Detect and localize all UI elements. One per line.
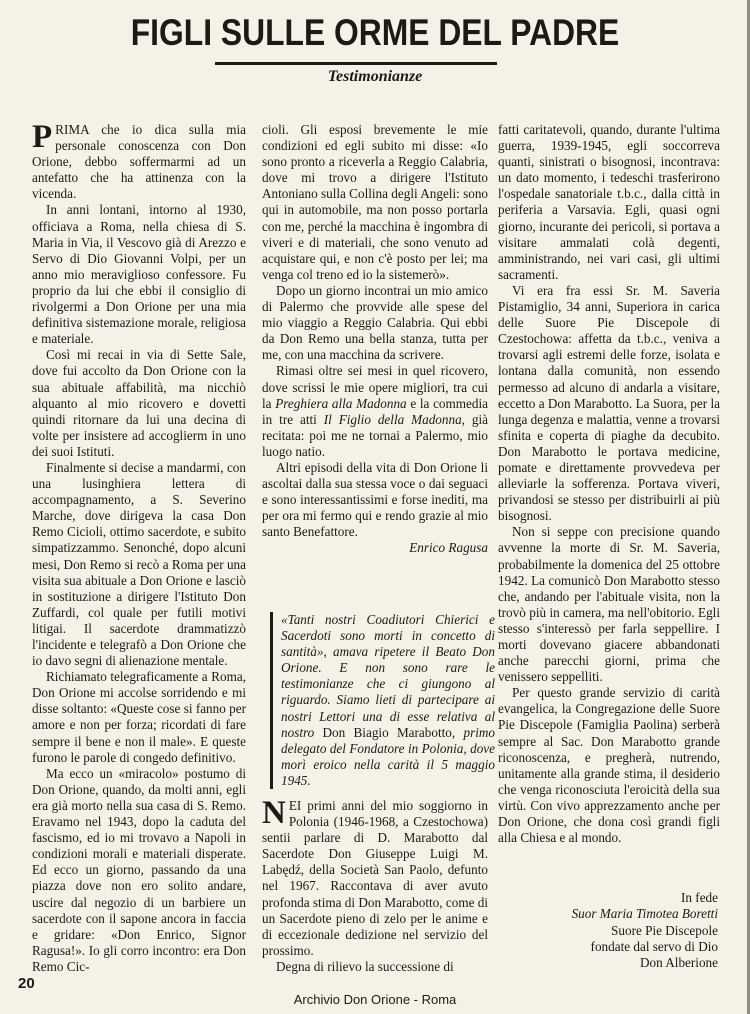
paragraph: Ma ecco un «miracolo» postumo di Don Orione, quando, da molti anni, egli era già morto nella sua casa di S. Remo. Eravamo nel 1943, dopo la caduta del fascismo, ed io mi trovavo a Napoli in condizioni morali e materiali disperate. Ed ecco un giorno, passando da una piazza dove non ero solito andare, uscire dal negozio di un barbiere un sacerdote con il sapone ancora in faccia e gridare: «Don Enrico, Signor Ragusa!». Io gli corro incontro: era Don Remo Cic- [32,765,246,974]
column-2 [262,122,488,557]
column-2-second-article [262,795,488,975]
page-number: 20 [18,975,35,992]
paragraph: Finalmente si decise a mandarmi, con una lusinghiera lettera di accompagnamento, a S. Severino Marche, dove dirigeva la casa Don Remo Cicioli, ottimo sacerdote, e subito simpatizzammo. Senonché, dopo alcuni mesi, Don Remo si recò a Roma per una visita sua abituale a Don Orione e lasciò in sostituzione a dirigere l'Istituto Don Zuffardi, col quale per futili motivi litigai. Il sacerdote drammatizzò l'incidente e telegrafò a Don Orione che io davo segni di alienazione mentale. [32,459,246,669]
archive-footer: Archivio Don Orione - Roma [293,992,457,1007]
paragraph: Così mi recai in via di Sette Sale, dove fui accolto da Don Orione con la sua abituale affabilità, ma nicchiò alquanto al mio ricovero e dovetti quindi ritornare da lui una decina di volte per insistere ad accoglierm in uno dei suoi Istituti. [32,347,246,459]
text-run: Rimasi oltre sei mesi in quel ricovero, dove scrissi le mie opere migliori, tra cui la [262,363,488,411]
drop-cap: P [32,119,53,155]
article-title: FIGLI SULLE ORME DEL PADRE [130,12,620,53]
closing-line: Suore Pie Discepole [611,922,718,938]
paragraph-text: RIMA che io dica sulla mia personale conoscenza con Don Orione, debbo soffermarmi ad un antefatto che ha attinenza con la vicenda. [32,122,246,202]
work-title: Preghiera alla Madonna [275,395,407,411]
paragraph: Vi era fra essi Sr. M. Saveria Pistamiglio, 34 anni, Superiora in carica delle Suore Pie Discepole di Czestochowa: affetta da t.b.c., veniva a trovarsi agli estremi delle forze, isolata e lontana dalla comunità, non essendo permesso ad alcuno di andarla a visitare, eccetto a Don Marabotto. La Suora, per la lunga degenza e malattia, venne a trovarsi sfinita e coperta di piaghe da decubito. Don Marabotto le portava medicine, pomate e direttamente provvedeva per alleviarle la sofferenza. Portava viveri, privandosi se stesso per distribuirli ai più bisognosi. [498,282,720,524]
column-1 [32,119,246,975]
work-title: Il Figlio della Madonna [323,411,462,427]
paragraph [32,119,246,202]
paragraph: cioli. Gli esposi brevemente le mie condizioni ed egli subito mi disse: «Io sono pronto a riceverla a Reggio Calabria, dove mi trovo a dirigere l'Istituto Antoniano sulla Collina degli Angeli: sono qui in automobile, ma non posso portarla con me, perché la macchina è ingombra di viveri e di materiali, che sono venuto ad acquistare qui, e non c'è posto per lei; ma venga col treno ed io la sistemerò». [262,122,489,282]
paragraph: Dopo un giorno incontrai un mio amico di Palermo che provvide alle spese del mio viaggio a Reggio Calabria. Qui ebbi da Don Remo una bella stanza, tutta per me, con una macchina da scrivere. [262,282,488,363]
editorial-quote-box [270,612,495,789]
quote-text: , primo delegato del Fondatore in Polonia, dove morì eroico nella carità il 5 maggio 1945. [281,724,495,788]
text-run: , già recitata: poi me ne tornai a Palermo, mio luogo natio. [262,411,488,459]
paragraph: fatti caritatevoli, quando, durante l'ultima guerra, 1939-1945, egli soccorreva quanti, sinistrati o bisognosi, incontrava: un dato momento, i tedeschi trasferirono l'ospedale sanatoriale t.b.c., dalla città in periferia a Varsavia. Egli, quasi ogni giorno, incurante dei pericoli, si portava a visitare ammalati colà degenti, amministrando, nei vari casi, gli ultimi sacramenti. [498,122,720,282]
closing-author: Suor Maria Timotea Boretti [571,906,718,922]
paragraph [262,795,488,959]
paragraph-text: EI primi anni del mio soggiorno in Polonia (1946-1968, a Czestochowa) sentii parlare di D. Marabotto dal Sacerdote Don Giuseppe Luigi M. Labędź, della Società San Paolo, defunto nel 1967. Raccontava di aver avuto profonda stima di Don Marabotto, come di un Sacerdote pieno di zelo per le anime e di eccezionale dedizione nel servizio del prossimo. [262,798,488,958]
paragraph: Non si seppe con precisione quando avvenne la morte di Sr. M. Saveria, probabilmente la domenica del 25 ottobre 1942. La comunicò Don Marabotto stesso che, andando per l'abituale visita, non la trovò più in camera, ma nell'obitorio. Egli stesso s'interessò per farla seppellire. I morti dovevano giacere abbandonati anche parecchi giorni, prima che venissero seppelliti. [498,524,720,685]
closing-signature [498,890,718,971]
closing-line: In fede [681,890,718,905]
paragraph: Per questo grande servizio di carità evangelica, la Congregazione delle Suore Pie Discepole (Famiglia Paolina) serberà sempre al Sac. Don Marabotto grande riconoscenza, e pregherà, nutrendo, unitamente alla grande stima, il desiderio che venga riconosciuta l'eroicità della sua virtù. Con vivo apprezzamento anche per Don Orione, che dona così grandi figli alla Chiesa e al mondo. [498,685,720,846]
closing-line: fondate dal servo di Dio [590,938,718,954]
title-rule [215,62,497,65]
column-3 [498,122,720,846]
paragraph [262,363,488,460]
article-subtitle: Testimonianze [327,68,423,85]
paragraph: In anni lontani, intorno al 1930, officiava a Roma, nella chiesa di S. Maria in Via, il Vescovo già di Arezzo e Servo di Dio Giovanni Volpi, per un anno mio meraviglioso confessore. Fu proprio da lui che ebbi il consiglio di rivolgermi a Don Orione per una mia definitiva sistemazione morale, religiosa e materiale. [32,202,246,347]
quote-text: «Tanti nostri Coadiutori Chierici e Sacerdoti sono morti in concetto di santità», amava ripetere il Beato Don Orione. E non sono rare le testimonianze che ci giungono al riguardo. Siamo lieti di partecipare ai nostri Lettori una di esse relativa al nostro [281,612,495,740]
author-signature: Enrico Ragusa [409,540,488,556]
paragraph: Richiamato telegraficamente a Roma, Don Orione mi accolse sorridendo e mi disse soltanto: «Queste cose si fanno per amore e non per forza; ricordati di fare sempre il bene e non il male». E queste furono le parole di congedo definitivo. [32,669,246,765]
drop-cap: N [262,795,286,831]
closing-line: Don Alberione [639,955,718,971]
quote-name: Don Biagio Marabotto [322,724,452,740]
paragraph: Altri episodi della vita di Don Orione li ascoltai dalla sua stessa voce o dai seguaci e sono interessantissimi e forse inediti, ma per ora mi fermo qui e rendo grazie al mio santo Benefattore. [262,459,488,540]
paragraph: Degna di rilievo la successione di [276,958,454,974]
text-run: e la commedia in tre atti [262,395,488,427]
